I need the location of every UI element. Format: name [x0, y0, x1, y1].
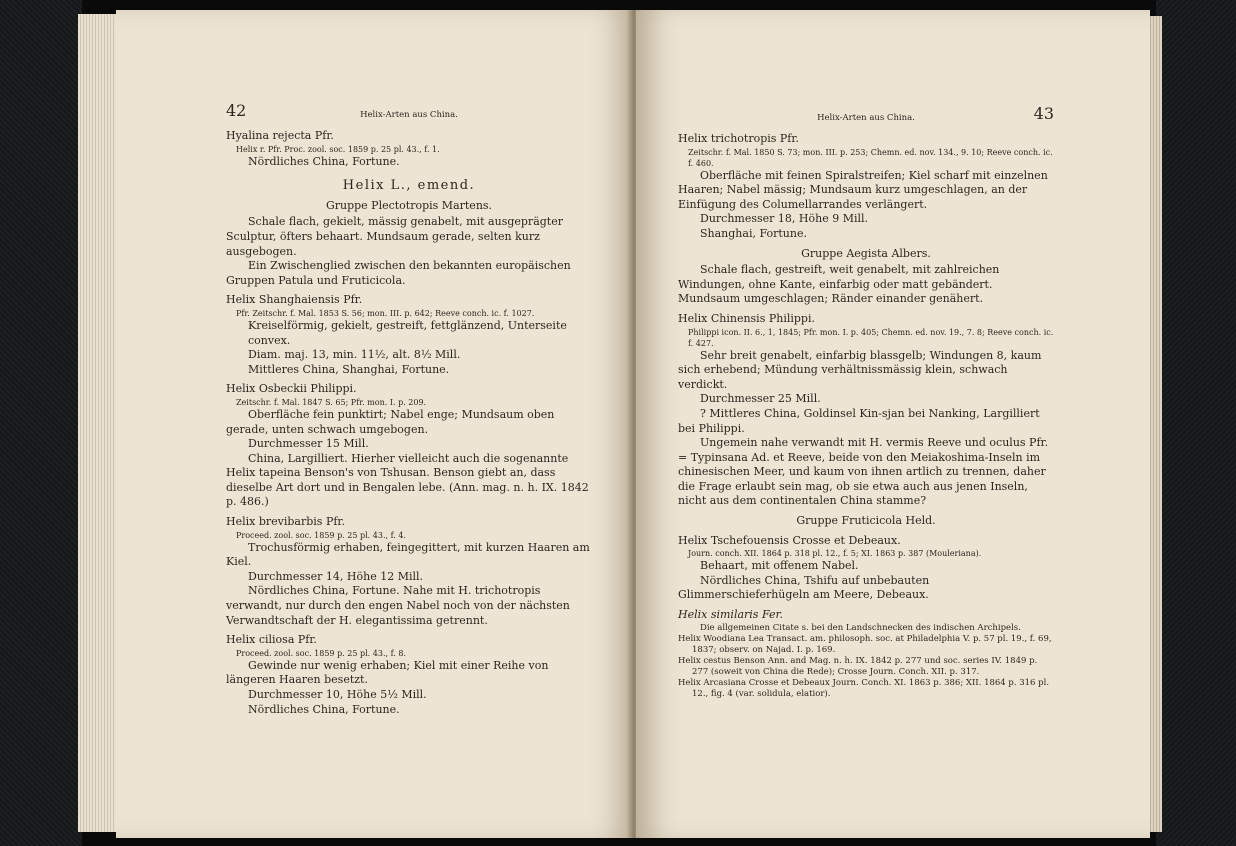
reference-citation: Proceed. zool. soc. 1859 p. 25 pl. 43., f. 8.: [236, 648, 406, 658]
left-page-text: [226, 101, 592, 717]
paragraph: China, Largilliert. Hierher vielleicht auch die sogenannte Helix tapeina Benson's von Tshusan. Benson giebt an, dass dieselbe Art dort und in Bengalen lebe. (Ann. mag. n. h. IX. 1842 p. 486.): [226, 451, 589, 509]
text-line: Durchmesser 18, Höhe 9 Mill.: [700, 212, 869, 226]
reference-citation: Helix r. Pfr. Proc. zool. soc. 1859 p. 25 pl. 43., f. 1.: [236, 144, 440, 154]
paragraph: Gewinde nur wenig erhaben; Kiel mit einer Reihe von längeren Haaren besetzt.: [226, 658, 549, 687]
left-page-body: [226, 129, 592, 717]
text-line: Durchmesser 25 Mill.: [700, 392, 821, 406]
note-line: Die allgemeinen Citate s. bei den Landschnecken des indischen Archipels.: [700, 622, 1021, 633]
running-title: Helix-Arten aus China.: [817, 113, 915, 123]
paragraph: Ungemein nahe verwandt mit H. vermis Reeve und oculus Pfr. = Typinsana Ad. et Reeve, beide von den Meiakoshima-Inseln im chinesischen Meer, und kaum von ihnen artlich zu trennen, daher die Frage erlaubt sein mag, ob sie etwa auch aus jenen Inseln, nicht aus dem continentalen China stamme?: [678, 436, 1049, 508]
synonym-citation: Helix cestus Benson Ann. and Mag. n. h. IX. 1842 p. 277 und soc. series IV. 1849 p. 277 (soweit von China die Rede); Crosse Journ. Conch. XII. p. 317.: [678, 655, 1038, 677]
running-title: Helix-Arten aus China.: [360, 110, 458, 120]
reference-citation: Journ. conch. XII. 1864 p. 318 pl. 12., f. 5; XI. 1863 p. 387 (Mouleriana).: [688, 549, 982, 559]
text-line: Kreiselförmig, gekielt, gestreift, fettglänzend, Unterseite convex.: [248, 318, 567, 347]
paragraph: Nördliches China, Fortune. Nahe mit H. trichotropis verwandt, nur durch den engen Nabel noch von der nächsten Verwandtschaft der H. elegantissima getrennt.: [226, 584, 570, 627]
right-page-body: [678, 132, 1054, 700]
right-page: [636, 10, 1150, 838]
paragraph: Trochusförmig erhaben, feingegittert, mit kurzen Haaren am Kiel.: [226, 540, 590, 569]
text-line: Behaart, mit offenem Nabel.: [700, 559, 859, 573]
reference-citation: Zeitschr. f. Mal. 1850 S. 73; mon. III. p. 253; Chemn. ed. nov. 134., 9. 10; Reeve conch. ic. f. 460.: [688, 147, 1053, 168]
paragraph: Oberfläche fein punktirt; Nabel enge; Mundsaum oben gerade, unten schwach umgebogen.: [226, 407, 555, 436]
text-line: Mittleres China, Shanghai, Fortune.: [248, 362, 450, 376]
book-cover-right: [1156, 0, 1236, 846]
text-line: Durchmesser 10, Höhe 5½ Mill.: [248, 688, 427, 701]
text-line: Durchmesser 14, Höhe 12 Mill.: [248, 569, 424, 583]
species-heading: Helix brevibarbis Pfr.: [226, 515, 345, 529]
paragraph: Sehr breit genabelt, einfarbig blassgelb; Windungen 8, kaum sich erhebend; Mündung verhältnissmässig klein, schwach verdickt.: [678, 348, 1042, 391]
reference-citation: Pfr. Zeitschr. f. Mal. 1853 S. 56; mon. III. p. 642; Reeve conch. ic. f. 1027.: [236, 308, 535, 318]
genus-heading: Helix L., emend.: [342, 178, 476, 194]
species-heading: Helix Chinensis Philippi.: [678, 311, 815, 325]
right-page-text: [678, 104, 1054, 700]
species-heading: Helix Tschefouensis Crosse et Debeaux.: [678, 533, 901, 547]
group-heading: Gruppe Aegista Albers.: [801, 246, 931, 260]
page-edges-left: [78, 14, 118, 832]
species-heading: Helix Osbeckii Philippi.: [226, 382, 357, 396]
paragraph: Oberfläche mit feinen Spiralstreifen; Kiel scharf mit einzelnen Haaren; Nabel mässig; Mundsaum kurz umgeschlagen, an der Einfügung des Columellarrandes verlängert.: [678, 168, 1048, 211]
synonym-citation: Helix Woodiana Lea Transact. am. philosoph. soc. at Philadelphia V. p. 57 pl. 19., f. 69, 1837; observ. on Najad. I. p. 169.: [678, 633, 1052, 655]
reference-citation: Proceed. zool. soc. 1859 p. 25 pl. 43., f. 4.: [236, 530, 406, 540]
page-edges-right: [1148, 16, 1162, 832]
text-line: Diam. maj. 13, min. 11½, alt. 8½ Mill.: [248, 348, 461, 362]
left-running-head: [226, 101, 592, 124]
right-running-head: [678, 104, 1054, 127]
paragraph: Schale flach, gestreift, weit genabelt, mit zahlreichen Windungen, ohne Kante, einfarbig oder matt gebändert. Mundsaum umgeschlagen; Ränder einander genähert.: [678, 263, 1000, 306]
reference-citation: Zeitschr. f. Mal. 1847 S. 65; Pfr. mon. I. p. 209.: [236, 397, 427, 407]
text-line: Nördliches China, Fortune.: [248, 702, 400, 716]
paragraph: Nördliches China, Tshifu auf unbebauten Glimmerschieferhügeln am Meere, Debeaux.: [678, 573, 930, 602]
species-heading: Helix trichotropis Pfr.: [678, 132, 799, 145]
species-heading: Hyalina rejecta Pfr.: [226, 129, 334, 142]
paragraph: Schale flach, gekielt, mässig genabelt, mit ausgeprägter Sculptur, öfters behaart. Mundsaum gerade, selten kurz ausgebogen.: [226, 215, 563, 258]
left-page: [116, 10, 634, 838]
page-number: 43: [1033, 104, 1054, 123]
text-line: Durchmesser 15 Mill.: [248, 437, 369, 451]
reference-citation: Philippi icon. II. 6., 1, 1845; Pfr. mon. I. p. 405; Chemn. ed. nov. 19., 7. 8; Reeve conch. ic. f. 427.: [688, 327, 1054, 348]
synonym-citation: Helix Arcasiana Crosse et Debeaux Journ. Conch. XI. 1863 p. 386; XII. 1864 p. 316 pl. 12., fig. 4 (var. solidula, elatior).: [678, 677, 1050, 699]
group-heading: Gruppe Fruticicola Held.: [796, 514, 936, 528]
paragraph: ? Mittleres China, Goldinsel Kin-sjan bei Nanking, Largilliert bei Philippi.: [678, 406, 1040, 435]
text-line: Nördliches China, Fortune.: [248, 154, 400, 168]
species-heading-italic: Helix similaris Fer.: [678, 608, 784, 622]
paragraph: Ein Zwischenglied zwischen den bekannten europäischen Gruppen Patula und Fruticicola.: [226, 259, 571, 287]
group-heading: Gruppe Plectotropis Martens.: [325, 198, 493, 212]
species-heading: Helix ciliosa Pfr.: [226, 633, 317, 647]
text-line: Shanghai, Fortune.: [700, 226, 807, 240]
page-number: 42: [226, 101, 247, 120]
book-cover-left: [0, 0, 82, 846]
species-heading: Helix Shanghaiensis Pfr.: [226, 293, 363, 307]
